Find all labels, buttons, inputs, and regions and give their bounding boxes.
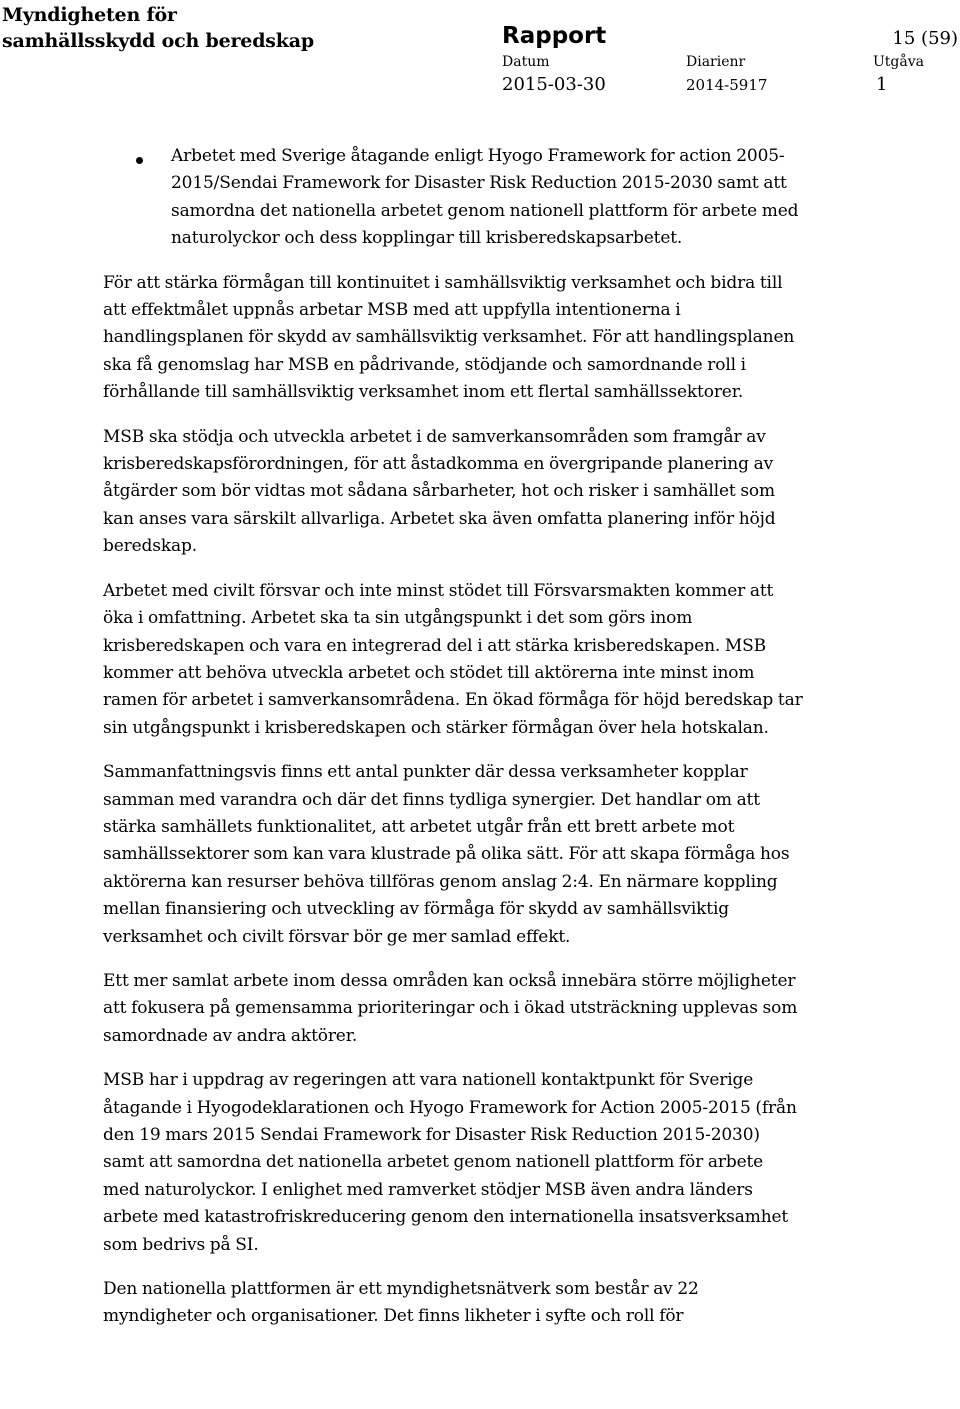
document-body	[103, 143, 803, 1348]
body-paragraph: Ett mer samlat arbete inom dessa områden kan också innebära större möjligheter att fokusera på gemensamma prioriteringar och i ökad utsträckning upplevas som samordnade av andra aktörer.	[103, 970, 798, 1046]
bullet-text: Arbetet med Sverige åtagande enligt Hyogo Framework for action 2005-2015/Sendai Framework for Disaster Risk Reduction 2015-2030 samt att samordna det nationella arbetet genom nationell plattform för arbete med naturolyckor och dess kopplingar till krisberedskapsarbetet.	[171, 146, 799, 249]
bullet-item	[103, 143, 803, 253]
document-type: Rapport	[502, 23, 607, 49]
body-paragraph: Sammanfattningsvis finns ett antal punkter där dessa verksamheter kopplar samman med varandra och där det finns tydliga synergier. Det handlar om att stärka samhällets funktionalitet, att arbetet utgår från ett brett arbete mot samhällssektorer som kan vara klustrade på olika sätt. För att skapa förmåga hos aktörerna kan resurser behöva tillföras genom anslag 2:4. En närmare koppling mellan finansiering och utveckling av förmåga för skydd av samhällsviktig verksamhet och civilt försvar bör ge mer samlad effekt.	[103, 762, 790, 947]
organization-name-line-2: samhällsskydd och beredskap	[2, 30, 314, 52]
body-paragraph: MSB har i uppdrag av regeringen att vara nationell kontaktpunkt för Sverige åtagande i Hyogodeklarationen och Hyogo Framework for Action 2005-2015 (från den 19 mars 2015 Sendai Framework for Disaster Risk Reduction 2015-2030) samt att samordna det nationella arbetet genom nationell plattform för arbete med naturolyckor. I enlighet med ramverket stödjer MSB även andra länders arbete med katastrofriskreducering genom den internationella insatsverksamhet som bedrivs på SI.	[103, 1070, 797, 1255]
organization-name-line-1: Myndigheten för	[2, 4, 177, 26]
page-number: 15 (59)	[892, 28, 958, 49]
utgava-label: Utgåva	[873, 54, 924, 70]
body-paragraph: MSB ska stödja och utveckla arbetet i de samverkansområden som framgår av krisberedskapsförordningen, för att åstadkomma en övergripande planering av åtgärder som bör vidtas mot sådana sårbarheter, hot och risker i samhället som kan anses vara särskilt allvarliga. Arbetet ska även omfatta planering inför höjd beredskap.	[103, 426, 776, 557]
bullet-dot-icon	[136, 157, 143, 164]
diarienr-label: Diarienr	[686, 54, 746, 70]
organization-name	[2, 2, 314, 54]
utgava-value: 1	[876, 74, 888, 95]
diarienr-value: 2014-5917	[686, 76, 768, 94]
date-label: Datum	[502, 54, 550, 70]
body-paragraph: Den nationella plattformen är ett myndighetsnätverk som består av 22 myndigheter och organisationer. Det finns likheter i syfte och roll för	[103, 1279, 699, 1327]
date-value: 2015-03-30	[502, 74, 606, 95]
document-header	[0, 0, 960, 110]
body-paragraph: Arbetet med civilt försvar och inte minst stödet till Försvarsmakten kommer att öka i omfattning. Arbetet ska ta sin utgångspunkt i det som görs inom krisberedskapen och vara en integrerad del i att stärka krisberedskapen. MSB kommer att behöva utveckla arbetet och stödet till aktörerna inte minst inom ramen för arbetet i samverkansområdena. En ökad förmåga för höjd beredskap tar sin utgångspunkt i krisberedskapen och stärker förmågan över hela hotskalan.	[103, 580, 803, 738]
body-paragraph: För att stärka förmågan till kontinuitet i samhällsviktig verksamhet och bidra till att effektmålet uppnås arbetar MSB med att uppfylla intentionerna i handlingsplanen för skydd av samhällsviktig verksamhet. För att handlingsplanen ska få genomslag har MSB en pådrivande, stödjande och samordnande roll i förhållande till samhällsviktig verksamhet inom ett flertal samhällssektorer.	[103, 272, 795, 403]
